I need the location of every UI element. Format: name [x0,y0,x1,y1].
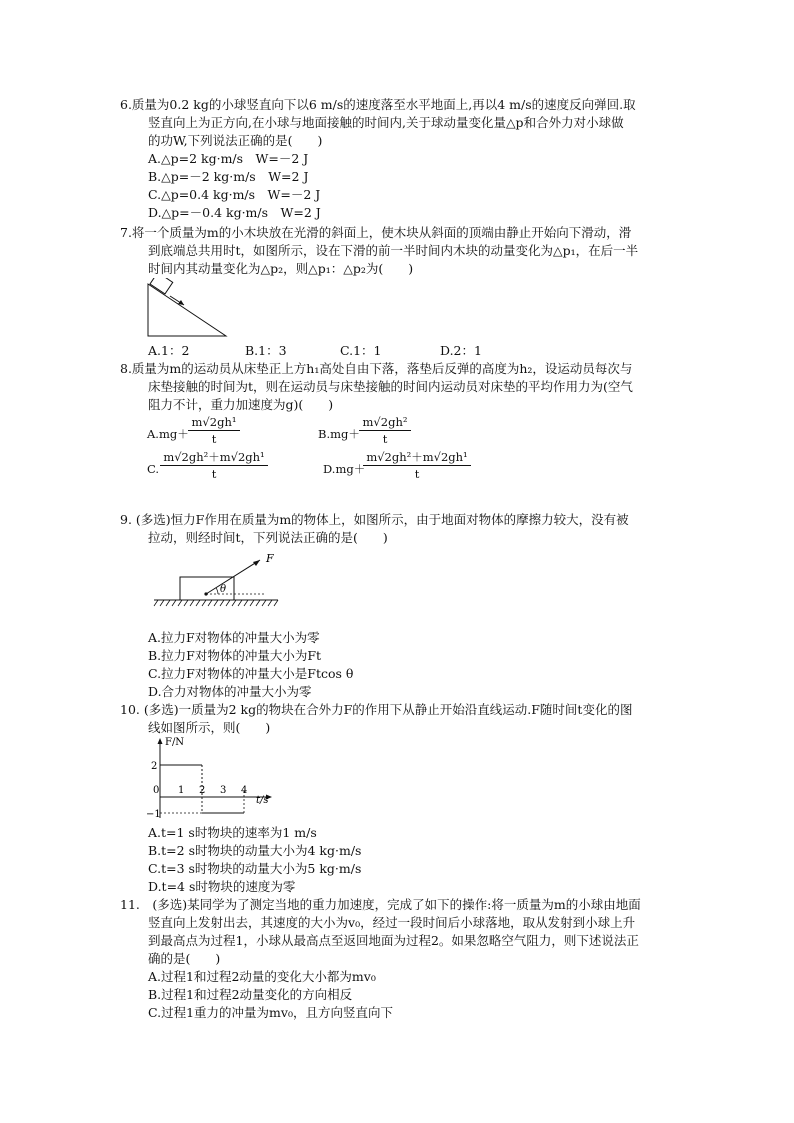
x-tick-label: 4 [241,785,248,796]
x-tick-label: 3 [220,785,227,796]
q11-option-b: B.过程1和过程2动量变化的方向相反 [148,987,353,1002]
q6-option-a: A.△p=2 kg·m/s W=－2 J [148,151,309,166]
y-tick-label: −1 [146,809,161,820]
force-figure [150,550,282,620]
q8-d-fraction-bar [363,465,471,466]
angle-label: θ [220,584,227,595]
q10-option-d: D.t=4 s时物块的速度为零 [148,879,296,894]
x-tick-label: 2 [199,785,206,796]
q8-stem-line-3: 阻力不计，重力加速度为g)( ) [148,397,334,412]
force-time-chart [140,734,280,822]
q8-stem-line-1: 8.质量为m的运动员从床垫正上方h₁高处自由下落，落垫后反弹的高度为h₂，设运动员每次与 [120,361,633,376]
q8-d-prefix: D.mg＋ [323,462,366,476]
q8-c-denominator: t [211,467,217,481]
q9-stem-line-1: 9. (多选)恒力F作用在质量为m的物体上，如图所示，由于地面对物体的摩擦力较大，没有被 [120,512,629,527]
wood-block [150,278,173,294]
q10-option-c: C.t=3 s时物块的动量大小为5 kg·m/s [148,861,362,876]
q7-option-a: A.1：2 [148,343,190,358]
q7-option-b: B.1：3 [245,343,287,358]
q11-stem-line-4: 确的是( ) [148,951,221,966]
ground-hatching [154,600,278,606]
q8-a-fraction-bar [188,430,240,431]
angle-arc [216,588,218,594]
q10-option-a: A.t=1 s时物块的速率为1 m/s [148,825,317,840]
q8-b-prefix: B.mg＋ [318,427,360,441]
q6-option-c: C.△p=0.4 kg·m/s W=－2 J [148,187,321,202]
q10-option-b: B.t=2 s时物块的动量大小为4 kg·m/s [148,843,362,858]
q8-b-numerator: m√2gh² [362,415,408,429]
q8-a-numerator: m√2gh¹ [191,415,237,429]
q9-stem-line-2: 拉动，则经时间t，下列说法正确的是( ) [148,530,388,545]
q8-stem-line-2: 床垫接触的时间为t，则在运动员与床垫接触的时间内运动员对床垫的平均作用力为(空气 [148,379,633,394]
y-tick-label: 2 [151,761,158,772]
q6-option-d: D.△p=－0.4 kg·m/s W=2 J [148,205,321,220]
q9-option-d: D.合力对物体的冲量大小为零 [148,684,312,699]
q8-d-numerator: m√2gh²＋m√2gh¹ [366,450,468,464]
q7-stem-line-2: 到底端总共用时t，如图所示，设在下滑的前一半时间内木块的动量变化为△p₁，在后一半 [148,243,639,258]
q8-a-denominator: t [211,432,217,446]
q11-stem-line-2: 竖直向上发射出去，其速度的大小为v₀，经过一段时间后小球落地，取从发射到小球上升 [148,915,636,930]
q9-option-c: C.拉力F对物体的冲量大小是Ftcos θ [148,666,354,681]
force-label: F [266,552,274,565]
q7-stem-line-3: 时间内其动量变化为△p₂，则△p₁：△p₂为( ) [148,261,414,276]
q7-stem-line-1: 7.将一个质量为m的小木块放在光滑的斜面上，使木块从斜面的顶端由静止开始向下滑动，滑 [120,225,632,240]
q8-b-fraction-bar [359,430,411,431]
q6-stem-line-1: 6.质量为0.2 kg的小球竖直向下以6 m/s的速度落至水平地面上,再以4 m/s的速度反向弹回.取 [120,97,636,112]
q11-stem-line-1: 11. (多选)某同学为了测定当地的重力加速度，完成了如下的操作:将一质量为m的小球由地面 [120,897,641,912]
q10-stem-line-1: 10. (多选)一质量为2 kg的物块在合外力F的作用下从静止开始沿直线运动.F随时间t变化的图 [120,702,633,717]
q6-stem-line-2: 竖直向上为正方向,在小球与地面接触的时间内,关于球动量变化量△p和合外力对小球做 [148,115,624,130]
y-axis-label: F/N [165,737,185,748]
q8-c-fraction-bar [160,465,268,466]
q7-option-c: C.1：1 [340,343,382,358]
q8-c-prefix: C. [147,462,160,476]
x-axis-label: t/s [256,795,269,806]
q7-option-d: D.2：1 [440,343,482,358]
q8-b-denominator: t [382,432,388,446]
x-tick-label: 1 [178,785,185,796]
x-tick-label: 0 [153,785,160,796]
q11-option-c: C.过程1重力的冲量为mv₀，且方向竖直向下 [148,1005,393,1020]
q9-option-b: B.拉力F对物体的冲量大小为Ft [148,648,322,663]
y-axis-arrow [158,738,163,744]
q8-d-denominator: t [414,467,420,481]
q8-c-numerator: m√2gh²＋m√2gh¹ [163,450,265,464]
q11-option-a: A.过程1和过程2动量的变化大小都为mv₀ [148,969,376,984]
q8-a-prefix: A.mg＋ [147,427,189,441]
q6-stem-line-3: 的功W,下列说法正确的是( ) [148,133,323,148]
q10-stem-line-2: 线如图所示，则( ) [148,720,271,735]
q11-stem-line-3: 到最高点为过程1，小球从最高点至返回地面为过程2。如果忽略空气阻力，则下述说法正 [148,933,639,948]
q9-option-a: A.拉力F对物体的冲量大小为零 [148,630,320,645]
incline-figure [146,278,232,340]
q6-option-b: B.△p=－2 kg·m/s W=2 J [148,169,309,184]
